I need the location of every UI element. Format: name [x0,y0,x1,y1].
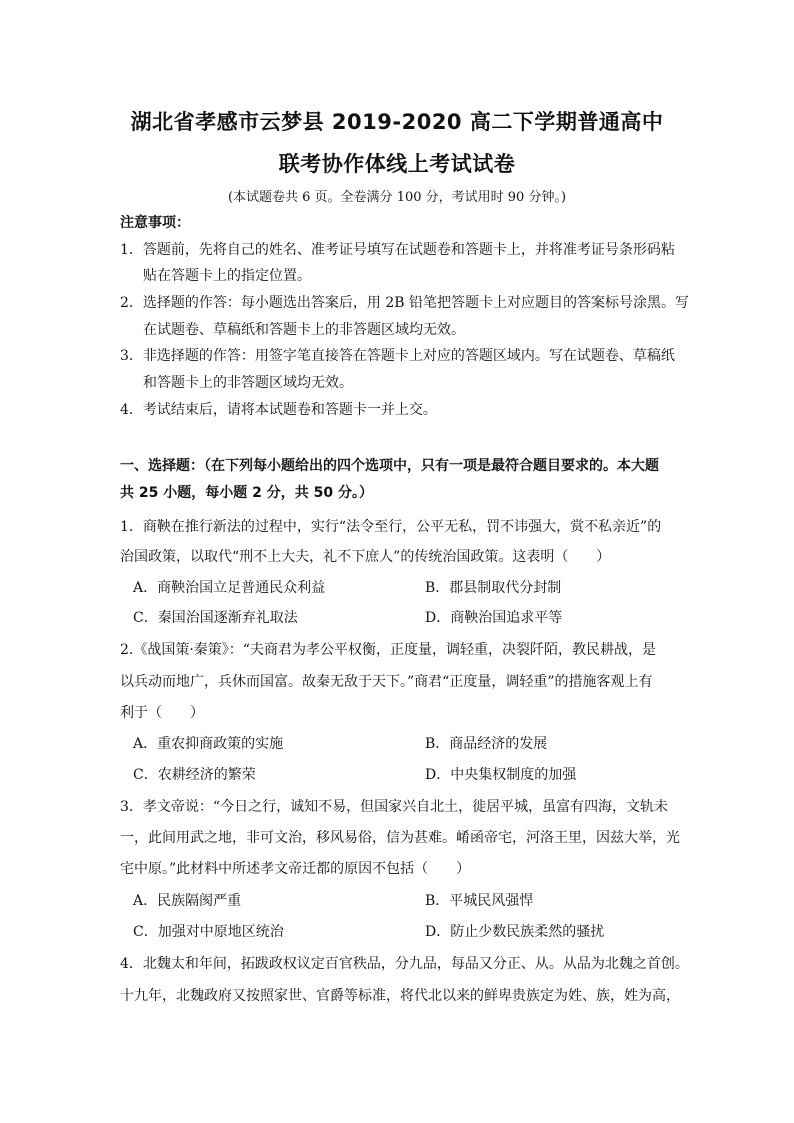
notice-item-2-cont: 在试题卷、草稿纸和答题卡上的非答题区域均无效。 [143,322,465,338]
q1-option-d: D．商鞅治国追求平等 [425,610,563,626]
q2-stem: 2.《战国策·秦策》：“夫商君为孝公平权衡，正度量，调轻重，决裂阡陌，教民耕战，是 [120,642,656,658]
exam-subtitle: (本试题卷共 6 页。全卷满分 100 分，考试用时 90 分钟。) [227,190,567,205]
exam-title-line2: 联考协作体线上考试试卷 [278,152,516,176]
q2-stem-cont: 以兵动而地广，兵休而国富。故秦无敌于天下。”商君“正度量，调轻重”的措施客观上有 [120,674,653,690]
notice-item-1-cont: 贴在答题卡上的指定位置。 [143,268,311,284]
notice-item-4: 4．考试结束后，请将本试题卷和答题卡一并上交。 [120,402,437,418]
notice-item-3-cont: 和答题卡上的非答题区域均无效。 [143,375,353,391]
q1-stem: 1．商鞅在推行新法的过程中，实行“法令至行，公平无私，罚不讳强大，赏不私亲近”的 [120,519,662,535]
notice-item-3: 3．非选择题的作答：用签字笔直接答在答题卡上对应的答题区域内。写在试题卷、草稿纸 [120,348,675,364]
q2-option-c: C．农耕经济的繁荣 [133,767,256,783]
notice-item-1: 1．答题前，先将自己的姓名、准考证号填写在试题卷和答题卡上，并将准考证号条形码粘 [120,242,675,258]
q1-option-c: C．秦国治国逐渐弃礼取法 [133,610,298,626]
exam-title-line1: 湖北省孝感市云梦县 2019-2020 高二下学期普通高中 [130,110,664,134]
q2-option-a: A．重农抑商政策的实施 [133,736,284,752]
q4-stem: 4．北魏太和年间，拓跋政权议定百官秩品，分九品，每品又分正、从。从品为北魏之首创。 [120,956,689,972]
q2-option-d: D．中央集权制度的加强 [425,767,577,783]
q4-stem-cont: 十九年，北魏政府又按照家世、官爵等标准，将代北以来的鲜卑贵族定为姓、族，姓为高， [120,988,680,1004]
notice-heading: 注意事项： [120,215,190,231]
q3-stem-cont2: 宅中原。”此材料中所述孝文帝迁都的原因不包括（ ） [120,861,471,877]
q3-option-d: D．防止少数民族柔然的骚扰 [425,924,605,940]
q3-option-a: A．民族隔阂严重 [133,893,242,909]
q3-option-b: B．平城民风强悍 [425,893,534,909]
q3-stem: 3．孝文帝说：“今日之行，诚知不易，但国家兴自北土，徙居平城，虽富有四海，文轨未 [120,799,669,815]
notice-item-2: 2．选择题的作答：每小题选出答案后，用 2B 铅笔把答题卡上对应题目的答案标号涂黑。写 [120,295,690,311]
q1-option-b: B．郡县制取代分封制 [425,580,562,596]
q2-stem-cont2: 利于（ ） [120,705,204,721]
section1-heading: 一、选择题：（在下列每小题给出的四个选项中，只有一项是最符合题目要求的。本大题 [120,458,659,474]
q2-option-b: B．商品经济的发展 [425,736,548,752]
q1-option-a: A．商鞅治国立足普通民众利益 [133,580,326,596]
q3-stem-cont: 一，此间用武之地，非可文治，移风易俗，信为甚难。崤函帝宅，河洛王里，因兹大举，光 [120,830,680,846]
q3-option-c: C．加强对中原地区统治 [133,924,284,940]
section1-heading-cont: 共 25 小题，每小题 2 分，共 50 分。） [120,485,373,501]
q1-stem-cont: 治国政策，以取代“刑不上大夫，礼不下庶人”的传统治国政策。这表明（ ） [120,549,611,565]
